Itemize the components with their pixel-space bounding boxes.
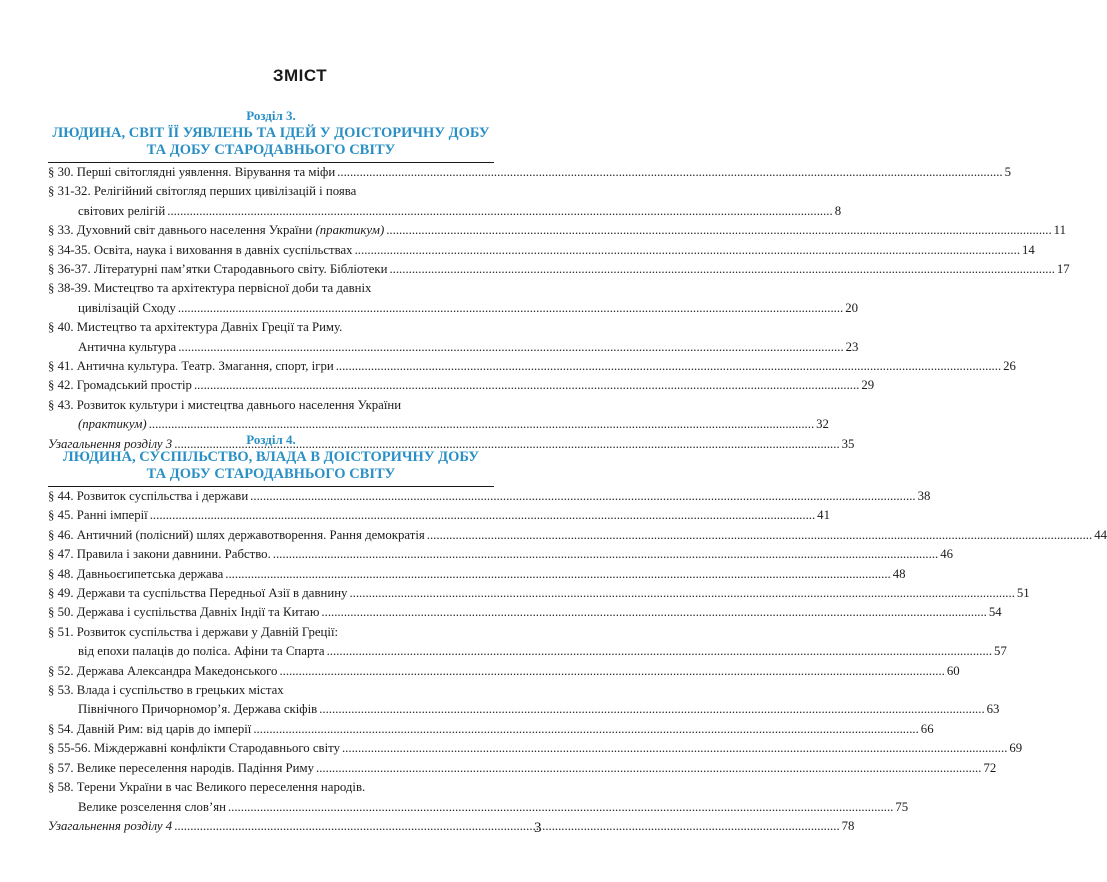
dot-leader	[178, 338, 843, 357]
toc-entry-last-line	[48, 817, 855, 836]
dot-leader	[273, 545, 938, 564]
toc-entry-text: (практикум)	[78, 417, 147, 432]
toc-entry-last-line	[48, 798, 909, 817]
toc-entry-title	[48, 545, 271, 564]
toc-entry[interactable]	[48, 565, 906, 584]
toc-page-number: 5	[1004, 165, 1012, 179]
toc-entry-title	[78, 299, 176, 318]
dot-leader	[174, 817, 839, 836]
toc-entry-title	[48, 260, 387, 279]
section-title-line-2: ТА ДОБУ СТАРОДАВНЬОГО СВІТУ	[146, 142, 396, 158]
toc-entry-title	[48, 163, 335, 182]
toc-entry-text: § 49. Держави та суспільства Передньої Азії в давнину	[48, 586, 348, 601]
toc-entry-line: § 53. Влада і суспільство в грецьких містах	[48, 683, 284, 698]
toc-entry-title	[48, 739, 340, 758]
toc-entry-title	[48, 526, 425, 545]
toc-entry-text: Антична культура	[78, 339, 177, 354]
toc-entry-title	[48, 662, 277, 681]
toc-entry-text: § 48. Давньоєгипетська держава	[48, 566, 224, 581]
dot-leader	[228, 798, 893, 817]
toc-entry-last-line	[48, 642, 1007, 661]
toc-entry-text: § 55-56. Міждержавні конфлікти Стародавнього світу	[48, 741, 340, 756]
dot-leader	[389, 260, 1054, 279]
dot-leader	[427, 526, 1092, 545]
toc-page-number: 48	[892, 566, 906, 581]
dot-leader	[178, 299, 843, 318]
section-title-line-2: ТА ДОБУ СТАРОДАВНЬОГО СВІТУ	[146, 466, 396, 482]
toc-entry-line: § 31-32. Релігійний світогляд перших цивілізацій і поява	[48, 184, 357, 199]
toc-entry[interactable]	[48, 396, 829, 435]
toc-entry-last-line	[48, 202, 842, 221]
toc-entry-text: від епохи палаців до поліса. Афіни та Спарта	[78, 644, 325, 659]
toc-entry[interactable]	[48, 817, 855, 836]
dot-leader	[279, 662, 944, 681]
dot-leader	[342, 739, 1007, 758]
page-title: ЗМІСТ	[272, 66, 328, 85]
dot-leader	[337, 163, 1002, 182]
section-title-line-1: ЛЮДИНА, СВІТ ЇЇ УЯВЛЕНЬ ТА ІДЕЙ У ДОІСТОРИЧНУ ДОБУ	[52, 125, 490, 141]
toc-entry-line: § 58. Терени України в час Великого переселення народів.	[48, 780, 366, 795]
toc-entry-title	[48, 506, 148, 525]
dot-leader	[167, 202, 832, 221]
toc-entry[interactable]	[48, 318, 859, 357]
toc-page-number: 26	[1003, 359, 1016, 374]
toc-entry[interactable]	[48, 376, 875, 395]
toc-page-number: 72	[983, 760, 997, 775]
toc-entry-text: § 50. Держава і суспільства Давніх Індії та Китаю	[48, 605, 320, 620]
toc-page-number: 63	[986, 702, 1000, 717]
toc-page-number: 11	[1053, 223, 1066, 238]
toc-entry-title	[48, 759, 314, 778]
toc-page-number: 8	[834, 203, 842, 218]
toc-entry[interactable]	[48, 279, 859, 318]
toc-entry-last-line	[48, 526, 1107, 545]
section-number: Розділ 3.	[246, 108, 296, 123]
section-title-line-1: ЛЮДИНА, СУСПІЛЬСТВО, ВЛАДА В ДОІСТОРИЧНУ ДОБУ	[62, 449, 480, 465]
toc-entry-last-line	[48, 260, 1070, 279]
toc-entry-text: § 34-35. Освіта, наука і виховання в давніх суспільствах	[48, 242, 353, 257]
dot-leader	[336, 357, 1001, 376]
toc-entry-text: Узагальнення розділу 4	[48, 818, 173, 833]
page-number: 3	[534, 820, 542, 836]
toc-entry-text: § 41. Антична культура. Театр. Змагання, спорт, ігри	[48, 359, 334, 374]
toc-page-number: 44	[1094, 527, 1107, 542]
toc-entry[interactable]	[48, 662, 960, 681]
dot-leader	[349, 584, 1014, 603]
toc-entry-title	[78, 798, 226, 817]
toc-page-number: 14	[1022, 242, 1035, 257]
toc-entry[interactable]	[48, 260, 1070, 279]
toc-entry-title	[48, 584, 347, 603]
toc-entry-title	[48, 357, 334, 376]
toc-entry-last-line	[48, 163, 1012, 182]
dot-leader	[194, 376, 859, 395]
toc-entry-title	[78, 202, 165, 221]
toc-entry-last-line	[48, 759, 997, 778]
dot-leader	[355, 241, 1020, 260]
toc-entry-last-line	[48, 545, 954, 564]
toc-entry-text: § 36-37. Літературні пам’ятки Стародавнього світу. Бібліотеки	[48, 262, 388, 277]
dot-leader	[253, 720, 918, 739]
toc-entry-title	[48, 221, 384, 240]
toc-entry[interactable]	[48, 506, 830, 525]
toc-entry-text: § 30. Перші світоглядні уявлення. Вірування та міфи	[48, 165, 336, 179]
toc-entry-text: світових релігій	[78, 203, 166, 218]
toc-entry-title	[48, 720, 251, 739]
toc-entry-last-line	[48, 221, 1066, 240]
toc-page-number: 78	[841, 818, 855, 833]
toc-entry-text: § 42. Громадський простір	[48, 378, 192, 393]
toc-page-number: 46	[940, 547, 954, 562]
toc-entry[interactable]	[48, 739, 1023, 758]
toc-entry-title	[48, 603, 319, 622]
toc-page-number: 57	[994, 644, 1007, 659]
toc-entry-last-line	[48, 739, 1023, 758]
toc-entry-text: Північного Причорномор’я. Держава скіфів	[78, 702, 318, 717]
toc-entry[interactable]	[48, 720, 934, 739]
toc-entry-last-line	[48, 338, 859, 357]
toc-entry[interactable]	[48, 759, 997, 778]
toc-page-number: 60	[946, 663, 960, 678]
toc-entry-text: § 44. Розвиток суспільства і держави	[48, 489, 249, 503]
dot-leader	[319, 700, 984, 719]
section-4	[48, 432, 1107, 836]
toc-entry-last-line	[48, 376, 875, 395]
toc-page-number: 29	[861, 378, 875, 393]
section-3	[48, 108, 1070, 454]
section-number: Розділ 4.	[246, 432, 296, 447]
toc-page-number: 32	[816, 417, 829, 432]
toc-entry-title	[48, 565, 223, 584]
dot-leader	[150, 506, 815, 525]
toc-entry-title	[48, 487, 248, 506]
toc-page-number: 75	[895, 799, 909, 814]
dot-leader	[321, 603, 986, 622]
toc-entry-title	[78, 338, 176, 357]
toc-entry-text: § 57. Велике переселення народів. Падіння Риму	[48, 760, 315, 775]
toc-entry-last-line	[48, 565, 906, 584]
toc-entry[interactable]	[48, 163, 1012, 182]
dot-leader	[250, 487, 915, 506]
toc-entry-text: § 52. Держава Александра Македонського	[48, 663, 278, 678]
toc-entry-last-line	[48, 487, 931, 506]
toc-entry-text: § 45. Ранні імперії	[48, 508, 148, 523]
toc-entry-text: § 46. Античний (полісний) шлях державотворення. Рання демократія	[48, 527, 425, 542]
toc-page-number: 54	[988, 605, 1002, 620]
dot-leader	[225, 565, 890, 584]
toc-entry-italic-text: (практикум)	[315, 223, 385, 238]
toc-entry[interactable]	[48, 182, 842, 221]
toc-entry-last-line	[48, 241, 1035, 260]
toc-page-number: 51	[1016, 586, 1030, 601]
toc-entry-text: § 47. Правила і закони давнини. Рабство.	[48, 547, 271, 562]
toc-list	[48, 486, 1107, 836]
toc-entry-title	[48, 376, 192, 395]
toc-entry-title	[48, 241, 353, 260]
toc-entry[interactable]	[48, 584, 1030, 603]
toc-entry-title	[78, 700, 317, 719]
toc-page-number: 69	[1009, 741, 1023, 756]
toc-entry-text: Велике розселення слов’ян	[78, 799, 226, 814]
toc-entry[interactable]	[48, 603, 1002, 622]
toc-entry-text: цивілізацій Сходу	[78, 300, 176, 315]
toc-entry-title	[48, 817, 172, 836]
toc-entry-last-line	[48, 584, 1030, 603]
toc-entry-last-line	[48, 506, 830, 525]
toc-page-number: 23	[845, 339, 859, 354]
toc-page-number: 38	[917, 489, 931, 503]
toc-entry[interactable]	[48, 487, 931, 506]
toc-entry[interactable]	[48, 221, 1066, 240]
dot-leader	[316, 759, 981, 778]
toc-entry[interactable]	[48, 545, 954, 564]
toc-page-number: 20	[845, 300, 859, 315]
toc-entry-line: § 43. Розвиток культури і мистецтва давнього населення України	[48, 397, 402, 412]
toc-entry-line: § 38-39. Мистецтво та архітектура первісної доби та давніх	[48, 281, 372, 296]
toc-entry-last-line	[48, 662, 960, 681]
toc-entry-last-line	[48, 299, 859, 318]
dot-leader	[327, 642, 992, 661]
toc-page-number: 41	[817, 508, 830, 523]
toc-entry[interactable]	[48, 681, 1000, 720]
toc-entry[interactable]	[48, 357, 1016, 376]
toc-entry-text: § 33. Духовний світ давнього населення України	[48, 223, 316, 238]
toc-entry-last-line	[48, 720, 934, 739]
toc-entry-line: § 40. Мистецтво та архітектура Давніх Греції та Риму.	[48, 320, 343, 335]
toc-entry-text: Узагальнення розділу 3	[48, 436, 173, 451]
toc-entry-text: § 54. Давній Рим: від царів до імперії	[48, 721, 252, 736]
toc-page-number: 66	[920, 721, 934, 736]
toc-entry[interactable]	[48, 623, 1007, 662]
toc-entry-line: § 51. Розвиток суспільства і держави у Давній Греції:	[48, 624, 339, 639]
toc-entry[interactable]	[48, 526, 1107, 545]
toc-entry-last-line	[48, 603, 1002, 622]
toc-entry-title	[78, 642, 325, 661]
toc-entry[interactable]	[48, 778, 909, 817]
toc-entry-last-line	[48, 700, 1000, 719]
toc-list	[48, 162, 1070, 454]
dot-leader	[386, 221, 1051, 240]
toc-entry-last-line	[48, 357, 1016, 376]
toc-page-number: 35	[841, 436, 855, 451]
toc-page-number: 17	[1056, 262, 1070, 277]
toc-entry[interactable]	[48, 241, 1035, 260]
